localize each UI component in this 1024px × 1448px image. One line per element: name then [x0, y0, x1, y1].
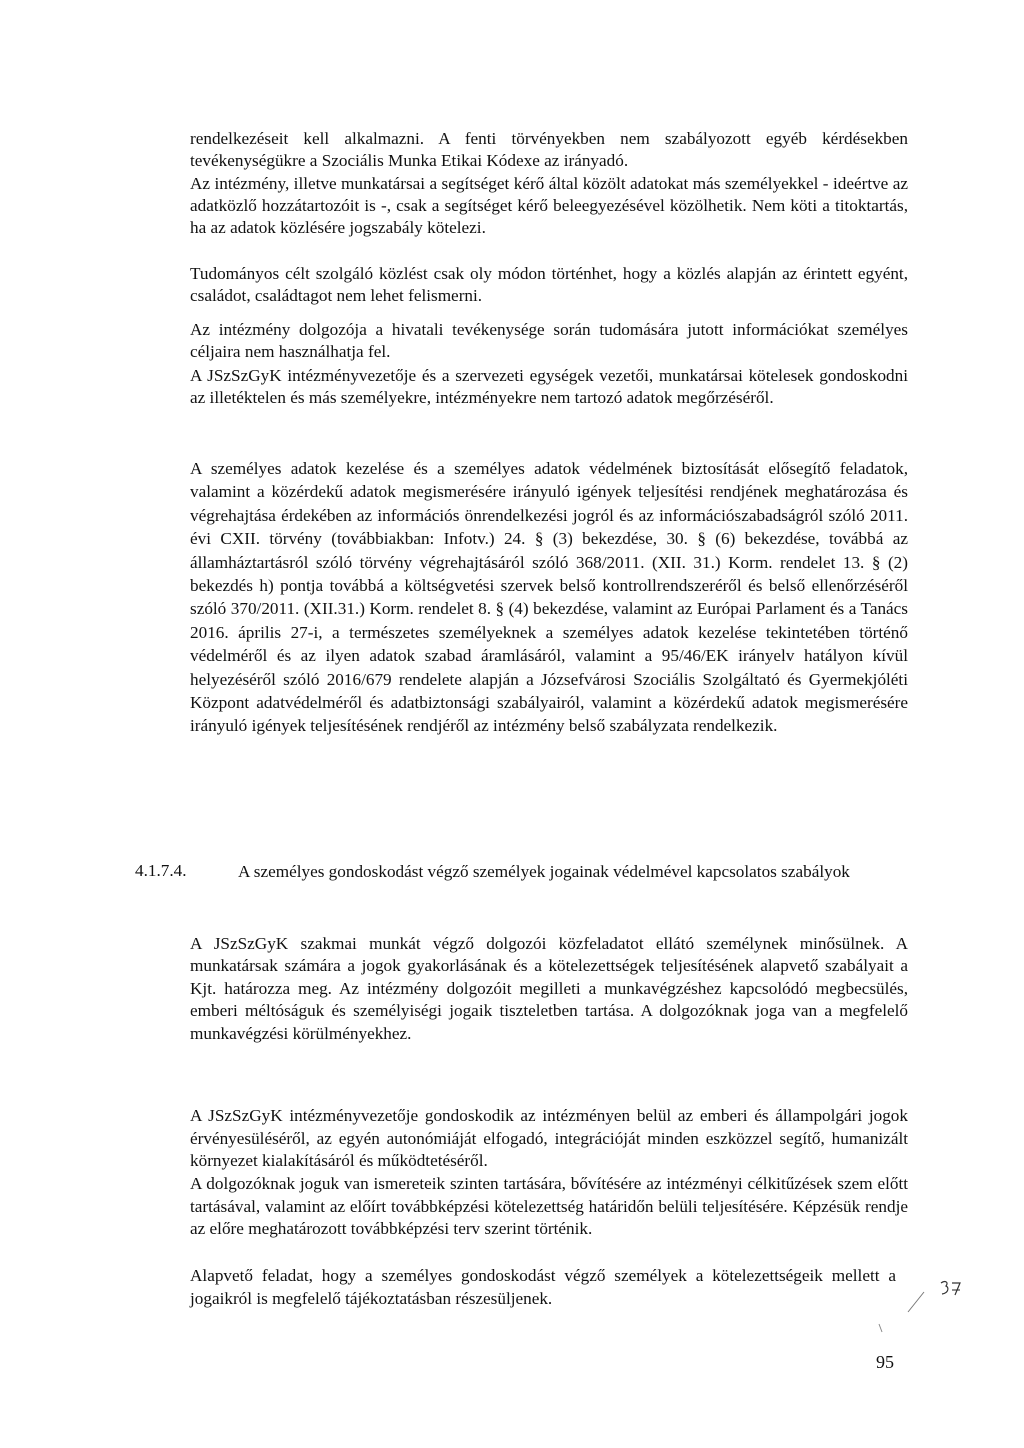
- paragraph: A személyes adatok kezelése és a személyes adatok védelmének biztosítását elősegítő feladatok, valamint a közérdekű adatok megismerésére irányuló igények teljesítési rendjének meghatározása és végrehajtása érdekében az információs önrendelkezési jogról és az információszabadságról szóló 2011. évi CXII. törvény (továbbiakban: Infotv.) 24. § (3) bekezdése, 30. § (6) bekezdése, továbbá az államháztartásról szóló törvény végrehajtásáról szóló 368/2011. (XII. 31.) Korm. rendelet 13. § (2) bekezdés h) pontja továbbá a költségvetési szervek belső kontrollrendszeréről és belső ellenőrzéséről szóló 370/2011. (XII.31.) Korm. rendelet 8. § (4) bekezdése, valamint az Európai Parlament és a Tanács 2016. április 27-i, a természetes személyeknek a személyes adatok kezelése tekintetében történő védelméről és az ilyen adatok szabad áramlásáról, valamint a 95/46/EK irányelv hatályon kívül helyezéséről szóló 2016/679 rendelete alapján a Józsefvárosi Szociális Szolgáltató és Gyermekjóléti Központ adatvédelméről és adatbiztonsági szabályairól, valamint a közérdekű adatok megismerésére irányuló igények teljesítésének rendjéről az intézmény belső szabályzata rendelkezik.: [190, 459, 908, 736]
- stray-pen-mark: [906, 1290, 926, 1314]
- section-title: A személyes gondoskodást végző személyek jogainak védelmével kapcsolatos szabályok: [238, 862, 850, 881]
- paragraph: rendelkezéseit kell alkalmazni. A fenti törvényekben nem szabályozott egyéb kérdésekben tevékenységükre a Szociális Munka Etikai Kódexe az irányadó.: [190, 129, 908, 171]
- section-number: 4.1.7.4.: [135, 861, 187, 880]
- page-number: 95: [876, 1352, 894, 1372]
- handwritten-page-mark: [938, 1278, 964, 1300]
- paragraph: Alapvető feladat, hogy a személyes gondoskodást végző személyek a kötelezettségeik mellett a jogaikról is megfelelő tájékoztatásban részesüljenek.: [190, 1266, 896, 1308]
- paragraph: Az intézmény, illetve munkatársai a segítséget kérő által közölt adatokat más személyekkel - ideértve az adatközlő hozzátartozóit is -, csak a segítséget kérő beleegyezésével közölhetik. Nem köti a titoktartás, ha az adatok közlésére jogszabály kötelezi.: [190, 174, 908, 238]
- paragraph: Tudományos célt szolgáló közlést csak oly módon történhet, hogy a közlés alapján az érintett egyént, családot, családtagot nem lehet felismerni.: [190, 264, 908, 306]
- paragraph: A JSzSzGyK intézményvezetője gondoskodik az intézményen belül az emberi és állampolgári jogok érvényesüléséről, az egyén autonómiáját elfogadó, integrációját minden eszközzel segítő, humanizált környezet kialakításáról és működtetéséről.: [190, 1106, 908, 1171]
- paragraph: A dolgozóknak joguk van ismereteik szinten tartására, bővítésére az intézményi célkitűzések szem előtt tartásával, valamint az előírt továbbképzési kötelezettség határidőn belüli teljesítésére. Képzésük rendje az előre meghatározott továbbképzési terv szerint történik.: [190, 1174, 908, 1239]
- paragraph: A JSzSzGyK szakmai munkát végző dolgozói közfeladatot ellátó személynek minősülnek. A munkatársak számára a jogok gyakorlásának és a kötelezettségek teljesítésének alapvető szabályait a Kjt. határozza meg. Az intézmény dolgozóit megilleti a munkavégzéshez kapcsolódó megbecsülés, emberi méltóságuk és személyiségi jogaik tiszteletben tartása. A dolgozóknak joga van a megfelelő munkavégzési körülményekhez.: [190, 934, 908, 1043]
- paragraph: Az intézmény dolgozója a hivatali tevékenysége során tudomására jutott információkat személyes céljaira nem használhatja fel.: [190, 320, 908, 362]
- stray-pen-mark: [876, 1322, 886, 1334]
- paragraph: A JSzSzGyK intézményvezetője és a szervezeti egységek vezetői, munkatársai kötelesek gondoskodni az illetéktelen és más személyekre, intézményekre nem tartozó adatok megőrzéséről.: [190, 366, 908, 408]
